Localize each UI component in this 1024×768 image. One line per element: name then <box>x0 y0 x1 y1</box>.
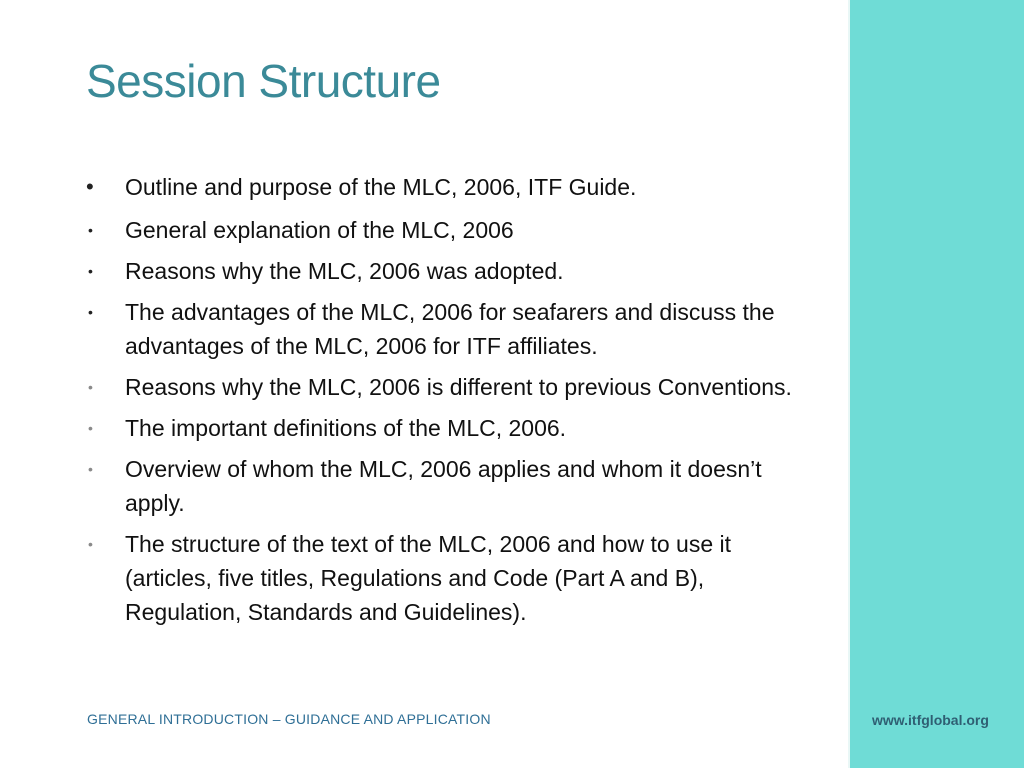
list-item <box>86 370 796 404</box>
bullet-text: The important definitions of the MLC, 2006. <box>125 415 567 441</box>
list-item <box>86 411 796 445</box>
bullet-text: Reasons why the MLC, 2006 is different to previous Conventions. <box>125 374 792 400</box>
bullet-icon: • <box>88 379 93 395</box>
bullet-list <box>86 170 796 636</box>
bullet-icon: • <box>88 420 93 436</box>
list-item <box>86 170 796 204</box>
list-item <box>86 213 796 247</box>
bullet-text: General explanation of the MLC, 2006 <box>125 217 514 243</box>
bullet-icon: • <box>88 263 93 279</box>
list-item <box>86 452 796 520</box>
slide-title: Session Structure <box>86 55 441 107</box>
list-item <box>86 254 796 288</box>
list-item <box>86 295 796 363</box>
bullet-text: Reasons why the MLC, 2006 was adopted. <box>125 258 564 284</box>
bullet-icon: • <box>88 461 93 477</box>
bullet-text: The advantages of the MLC, 2006 for seafarers and discuss the advantages of the MLC, 2006 for ITF affiliates. <box>125 299 775 359</box>
bullet-text: The structure of the text of the MLC, 2006 and how to use it (articles, five titles, Regulations and Code (Part A and B), Regulation, Standards and Guidelines). <box>125 531 732 625</box>
bullet-icon: • <box>86 174 94 199</box>
bullet-icon: • <box>88 222 93 238</box>
side-panel <box>848 0 1024 768</box>
bullet-icon: • <box>88 536 93 552</box>
bullet-text: Overview of whom the MLC, 2006 applies and whom it doesn’t apply. <box>125 456 762 516</box>
footer-caption: GENERAL INTRODUCTION – GUIDANCE AND APPLICATION <box>87 711 491 727</box>
list-item <box>86 527 796 629</box>
bullet-text: Outline and purpose of the MLC, 2006, ITF Guide. <box>125 174 637 200</box>
footer-website-link[interactable]: www.itfglobal.org <box>872 712 989 728</box>
bullet-icon: • <box>88 304 93 320</box>
